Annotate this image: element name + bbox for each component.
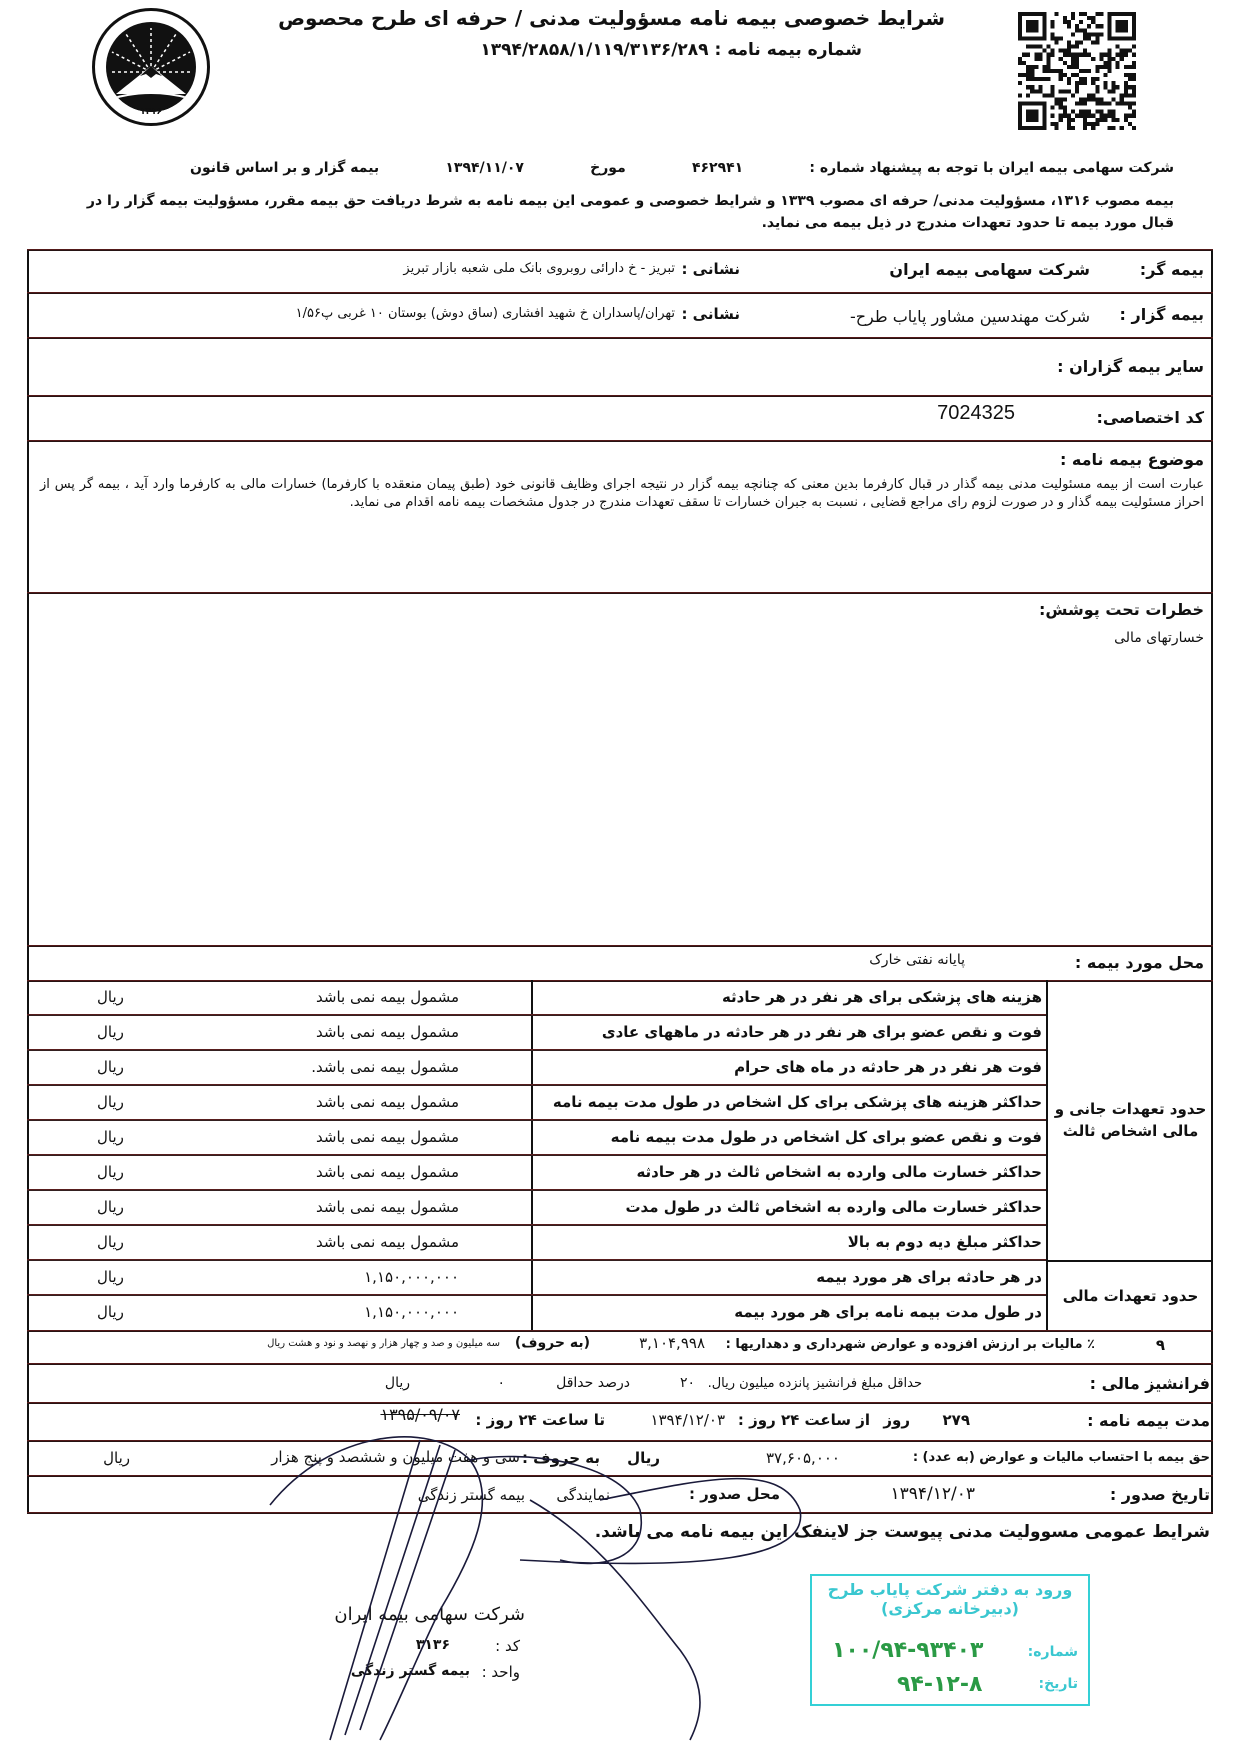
- divider: [27, 292, 1213, 294]
- coverage-currency: ریال: [97, 1163, 124, 1181]
- franchise-label: فرانشیز مالی :: [1089, 1374, 1210, 1393]
- coverage-row: [27, 1225, 1213, 1260]
- duration-days: ۲۷۹: [942, 1411, 970, 1429]
- subject-text: عبارت است از بیمه مسئولیت مدنی بیمه گذار در قبال کارفرما بدین معنی که چنانچه بیمه گزار در نتیجه اجرای وظایف قانونی خود (طبق پیمان منعقده با کارفرما) خسارات مالی به کارفرما وارد آید ، بیمه گر پس از احراز مسئولیت بیمه گذار و در صورت لزوم رای مراجع قضایی ، نسبت به جبران خسارات تا سقف تعهدات مندرج در جدول مشخصات بیمه نامه اقدام می نماید.: [40, 477, 1204, 510]
- private-code: 7024325: [937, 402, 1015, 424]
- duration-from: ۱۳۹۴/۱۲/۰۳: [650, 1411, 725, 1429]
- stamp-line-2: (دبیرخانه مرکزی): [881, 1599, 1019, 1618]
- coverage-amount: مشمول بیمه نمی باشد: [316, 1128, 459, 1146]
- qr-code-icon: [1018, 12, 1136, 130]
- general-terms-note: شرایط عمومی مسوولیت مدنی پیوست جز لاینفک این بیمه نامه می باشد.: [594, 1522, 1210, 1542]
- coverage-description: حداکثر هزینه های پزشکی برای کل اشخاص در طول مدت بیمه نامه: [531, 1085, 1046, 1120]
- risk-item: خسارتهای مالی: [1114, 630, 1204, 646]
- coverage-description: فوت و نقص عضو برای هر نفر در هر حادثه در ماههای عادی: [531, 1015, 1046, 1050]
- signatory-code-label: کد :: [495, 1637, 520, 1655]
- intro-line-1-end: بیمه گزار و بر اساس قانون: [190, 160, 380, 176]
- stamp-date: ۹۴-۱۲-۸: [897, 1672, 983, 1697]
- tax-in-words: سه میلیون و صد و چهار هزار و نهصد و نود و هشت ریال: [267, 1338, 500, 1349]
- tax-label: ٪ مالیات بر ارزش افزوده و عوارض شهرداری و دهداریها :: [725, 1337, 1095, 1352]
- premium-label: حق بیمه با احتساب مالیات و عوارض (به عدد) :: [912, 1450, 1210, 1465]
- divider: [27, 945, 1213, 947]
- divider: [27, 395, 1213, 397]
- coverage-row: [27, 1120, 1213, 1155]
- coverage-amount: مشمول بیمه نمی باشد: [316, 988, 459, 1006]
- stamp-date-label: تاریخ:: [1038, 1676, 1078, 1692]
- coverage-description: در هر حادثه برای هر مورد بیمه: [531, 1260, 1046, 1295]
- coverage-amount-cell: [27, 1190, 531, 1225]
- row-divider: [27, 1049, 1046, 1051]
- divider: [27, 1363, 1213, 1365]
- coverage-description: حداکثر خسارت مالی وارده به اشخاص ثالث در هر حادثه: [531, 1155, 1046, 1190]
- stamp-line-1: ورود به دفتر شرکت پایاب طرح: [827, 1580, 1073, 1599]
- coverage-currency: ریال: [97, 1303, 124, 1321]
- duration-to: ۱۳۹۵/۰۹/۰۷: [380, 1405, 460, 1424]
- franchise-text: حداقل مبلغ فرانشیز پانزده میلیون ریال.: [707, 1376, 922, 1391]
- insured-name: شرکت مهندسین مشاور پایاب طرح-: [849, 307, 1090, 326]
- divider: [27, 440, 1213, 442]
- coverage-row: [27, 1190, 1213, 1225]
- divider: [27, 1330, 1213, 1332]
- row-divider: [27, 1154, 1046, 1156]
- issue-date: ۱۳۹۴/۱۲/۰۳: [890, 1484, 975, 1504]
- signatory-company: شرکت سهامی بیمه ایران: [334, 1604, 525, 1625]
- coverage-row: [27, 1155, 1213, 1190]
- risks-label: خطرات تحت پوشش:: [1038, 600, 1204, 619]
- franchise-minimum: ۰: [497, 1375, 505, 1391]
- coverage-description: هزینه های پزشکی برای هر نفر در هر حادثه: [531, 980, 1046, 1015]
- divider: [27, 1402, 1213, 1404]
- policy-number: [480, 40, 862, 60]
- row-divider: [27, 1294, 1046, 1296]
- coverage-amount-cell: [27, 1085, 531, 1120]
- coverage-amount: مشمول بیمه نمی باشد: [316, 1163, 459, 1181]
- coverage-amount: مشمول بیمه نمی باشد: [316, 1093, 459, 1111]
- premium-in-words: سی و هفت میلیون و ششصد و پنج هزار: [271, 1448, 520, 1466]
- signatory-code: ۳۱۳۶: [415, 1637, 450, 1653]
- coverage-amount-cell: [27, 1120, 531, 1155]
- insurer-address-label: نشانی :: [681, 260, 740, 278]
- coverage-description: در طول مدت بیمه نامه برای هر مورد بیمه: [531, 1295, 1046, 1330]
- row-divider: [27, 1224, 1046, 1226]
- divider: [27, 249, 1213, 251]
- tax-amount: ۳,۱۰۴,۹۹۸: [639, 1334, 705, 1352]
- coverage-row: [27, 1050, 1213, 1085]
- logo-year: ۱۳۱۶: [140, 107, 162, 117]
- coverage-currency: ریال: [97, 1128, 124, 1146]
- coverage-amount-cell: [27, 1015, 531, 1050]
- insured-label: بیمه گزار :: [1119, 305, 1204, 324]
- tax-percent: ۹: [1155, 1336, 1165, 1354]
- premium-unit: ریال: [627, 1449, 660, 1467]
- coverage-amount-cell: [27, 1295, 531, 1330]
- duration-days-label: روز: [883, 1411, 910, 1429]
- coverage-currency: ریال: [97, 1023, 124, 1041]
- coverage-currency: ریال: [97, 1093, 124, 1111]
- coverage-amount: مشمول بیمه نمی باشد: [316, 1233, 459, 1251]
- private-code-label: کد اختصاصی:: [1096, 408, 1204, 427]
- divider: [27, 1440, 1213, 1442]
- issue-place-label: محل صدور :: [688, 1485, 780, 1503]
- coverage-currency: ریال: [97, 988, 124, 1006]
- location-value: پایانه نفتی خارک: [869, 952, 965, 968]
- coverage-currency: ریال: [97, 1233, 124, 1251]
- coverage-amount-cell: [27, 1050, 531, 1085]
- mountain-logo-icon: [106, 22, 196, 112]
- proposal-number: ۴۶۲۹۴۱: [691, 160, 744, 176]
- coverage-amount-cell: [27, 1155, 531, 1190]
- policy-number-value: ۱۳۹۴/۲۸۵۸/۱/۱۱۹/۳۱۳۶/۲۸۹: [480, 40, 709, 60]
- row-divider: [27, 1259, 1046, 1261]
- proposal-date: ۱۳۹۴/۱۱/۰۷: [445, 160, 524, 176]
- insured-address-label: نشانی :: [681, 305, 740, 323]
- policy-number-label: شماره بیمه نامه :: [714, 40, 862, 60]
- coverage-description: فوت و نقص عضو برای کل اشخاص در طول مدت بیمه نامه: [531, 1120, 1046, 1155]
- other-insured-label: سایر بیمه گزاران :: [1057, 357, 1204, 376]
- premium-in-words-label: به حروف :: [521, 1449, 600, 1467]
- coverage-description: فوت هر نفر در هر حادثه در ماه های حرام: [531, 1050, 1046, 1085]
- agency-name: بیمه گستر زندگی: [417, 1486, 525, 1504]
- row-divider: [27, 1189, 1046, 1191]
- duration-to-label: تا ساعت ۲۴ روز :: [475, 1411, 605, 1429]
- intro-line-2: بیمه مصوب ۱۳۱۶، مسؤولیت مدنی/ حرفه ای مصوب ۱۳۳۹ و شرایط خصوصی و عمومی این بیمه نامه به شرط دریافت حق بیمه مقرر، مسؤولیت بیمه گزار را در قبال مورد بیمه تا حدود تعهدات مندرج در ذیل بیمه می نماید.: [86, 193, 1174, 231]
- coverage-group-third-party: حدود تعهدات جانی و مالی اشخاص ثالث: [1046, 980, 1213, 1260]
- coverage-description: حداکثر مبلغ دیه دوم به بالا: [531, 1225, 1046, 1260]
- frame-bottom: [27, 1512, 1213, 1514]
- franchise-percent-label: درصد حداقل: [556, 1375, 630, 1391]
- intro-company: شرکت سهامی بیمه ایران با توجه به پیشنهاد شماره :: [809, 160, 1174, 176]
- coverage-amount-cell: [27, 1260, 531, 1295]
- coverage-row: [27, 1015, 1213, 1050]
- premium-in-words-unit: ریال: [103, 1449, 130, 1467]
- coverage-currency: ریال: [97, 1268, 124, 1286]
- coverage-amount-cell: [27, 1225, 531, 1260]
- insurer-label: بیمه گر:: [1139, 260, 1204, 279]
- agency-label: نمایندگی: [556, 1486, 610, 1504]
- stamp-number: ۱۰۰/۹۴-۹۳۴۰۳: [832, 1638, 984, 1663]
- coverage-row: [27, 1260, 1213, 1295]
- coverage-amount: ۱,۱۵۰,۰۰۰,۰۰۰: [364, 1268, 459, 1286]
- insurer-address: تبریز - خ دارائی روبروی بانک ملی شعبه بازار تبریز: [403, 261, 675, 276]
- coverage-amount: ۱,۱۵۰,۰۰۰,۰۰۰: [364, 1303, 459, 1321]
- franchise-unit: ریال: [384, 1375, 410, 1391]
- coverage-amount: مشمول بیمه نمی باشد.: [311, 1058, 459, 1076]
- franchise-percent: ۲۰: [679, 1375, 695, 1391]
- intro-line-1: [190, 160, 1174, 176]
- coverage-row: [27, 1295, 1213, 1330]
- coverage-description: حداکثر خسارت مالی وارده به اشخاص ثالث در طول مدت: [531, 1190, 1046, 1225]
- document-title: شرایط خصوصی بیمه نامه مسؤولیت مدنی / حرفه ای طرح محصوص: [278, 6, 945, 30]
- divider: [27, 1475, 1213, 1477]
- subject-label: موضوع بیمه نامه :: [1059, 450, 1204, 469]
- issue-date-label: تاریخ صدور :: [1109, 1485, 1210, 1504]
- insurer-name: شرکت سهامی بیمه ایران: [889, 260, 1090, 279]
- company-logo: [92, 8, 210, 126]
- location-label: محل مورد بیمه :: [1074, 953, 1204, 972]
- coverage-amount: مشمول بیمه نمی باشد: [316, 1023, 459, 1041]
- divider: [27, 592, 1213, 594]
- coverage-currency: ریال: [97, 1058, 124, 1076]
- signatory-unit: بیمه گستر زندگی: [350, 1663, 470, 1679]
- coverage-amount-cell: [27, 980, 531, 1015]
- divider: [27, 337, 1213, 339]
- row-divider: [27, 1084, 1046, 1086]
- duration-label: مدت بیمه نامه :: [1087, 1411, 1210, 1430]
- signatory-unit-label: واحد :: [481, 1663, 520, 1681]
- coverage-row: [27, 980, 1213, 1015]
- duration-from-label: از ساعت ۲۴ روز :: [737, 1411, 870, 1429]
- row-divider: [27, 1119, 1046, 1121]
- insured-address: تهران/پاسداران خ شهید افشاری (ساق دوش) بوستان ۱۰ غربی پ۱/۵۶: [295, 306, 675, 321]
- received-stamp: [810, 1574, 1090, 1706]
- stamp-number-label: شماره:: [1027, 1644, 1078, 1660]
- coverage-currency: ریال: [97, 1198, 124, 1216]
- dated-label: مورخ: [590, 160, 626, 176]
- tax-in-words-label: (به حروف): [514, 1335, 590, 1351]
- row-divider: [27, 1014, 1046, 1016]
- coverage-row: [27, 1085, 1213, 1120]
- premium-amount: ۳۷,۶۰۵,۰۰۰: [766, 1449, 840, 1467]
- coverage-group-financial: حدود تعهدات مالی: [1046, 1260, 1213, 1330]
- coverage-amount: مشمول بیمه نمی باشد: [316, 1198, 459, 1216]
